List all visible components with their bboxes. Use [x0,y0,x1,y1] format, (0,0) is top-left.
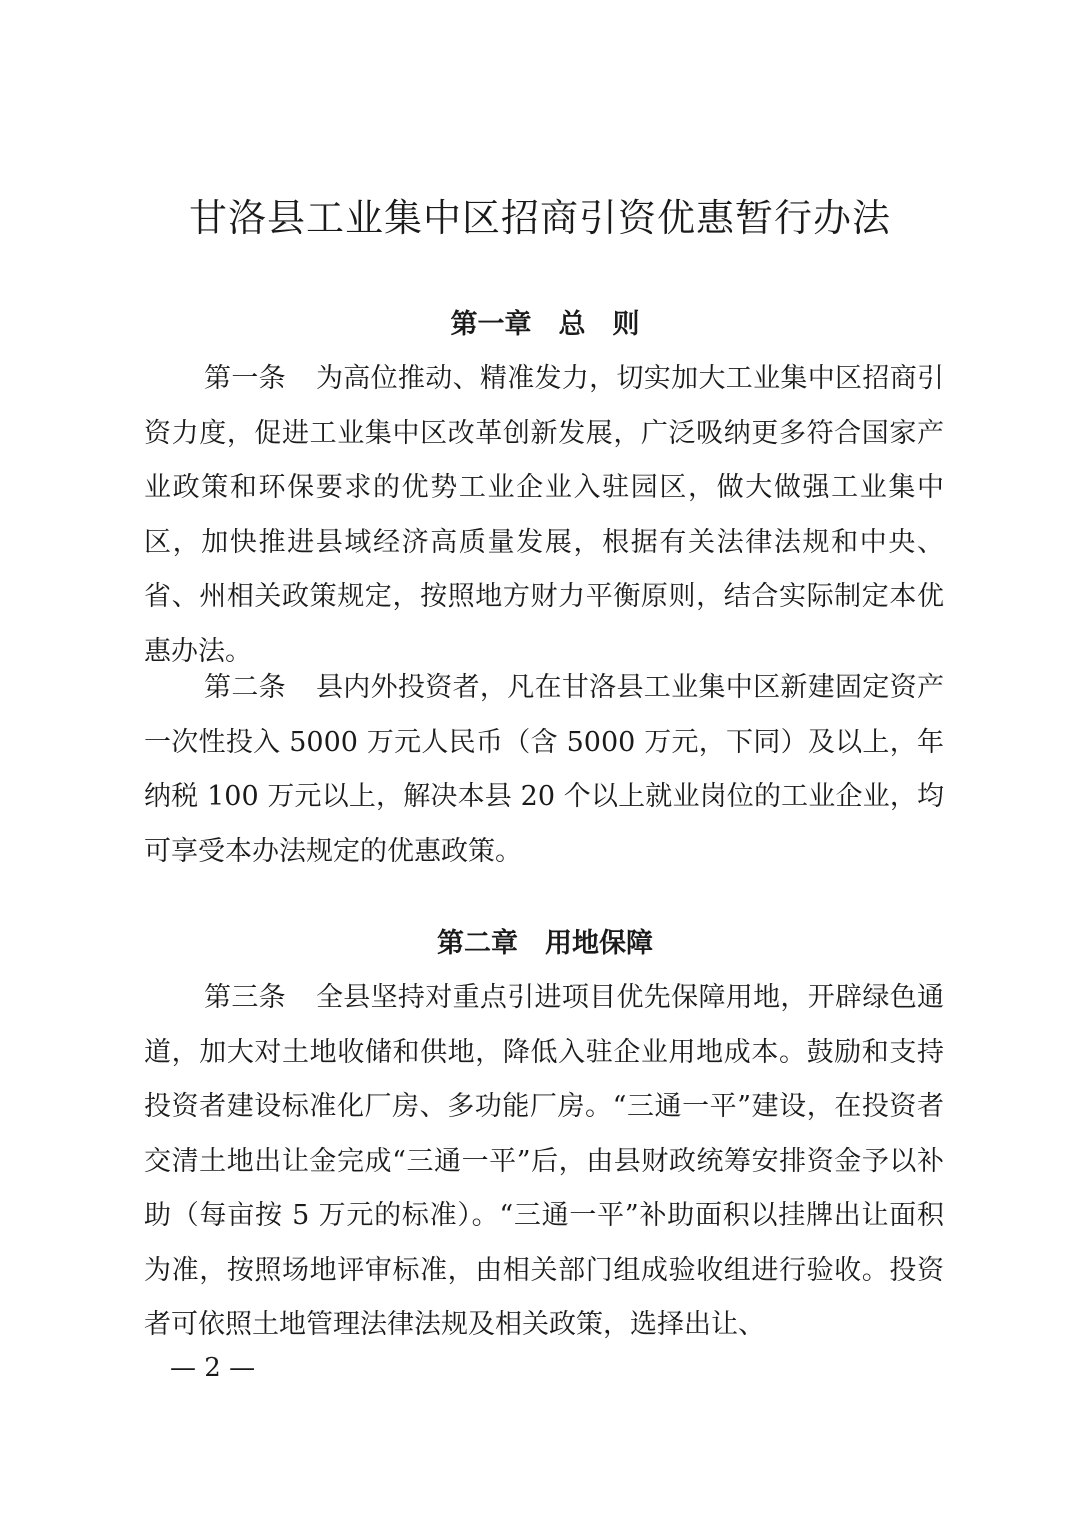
chapter-2-heading: 第二章 用地保障 [437,928,653,959]
article-2-text: 县内外投资者，凡在甘洛县工业集中区新建固定资产一次性投入 5000 万元人民币（含 5000 万元，下同）及以上，年纳税 100 万元以上，解决本县 20 个以上就业岗位的工业企业，均可享受本办法规定的优惠政策。 [144,672,945,867]
article-3-text: 全县坚持对重点引进项目优先保障用地，开辟绿色通道，加大对土地收储和供地，降低入驻企业用地成本。鼓励和支持投资者建设标准化厂房、多功能厂房。“三通一平”建设，在投资者交清土地出让金完成“三通一平”后，由县财政统筹安排资金予以补助（每亩按 5 万元的标准）。“三通一平”补助面积以挂牌出让面积为准，按照场地评审标准，由相关部门组成验收组进行验收。投资者可依照土地管理法律法规及相关政策，选择出让、 [144,982,945,1340]
page-number: — 2 — [170,1353,256,1383]
article-1-text: 为高位推动、精准发力，切实加大工业集中区招商引资力度，促进工业集中区改革创新发展，广泛吸纳更多符合国家产业政策和环保要求的优势工业企业入驻园区，做大做强工业集中区，加快推进县域经济高质量发展，根据有关法律法规和中央、省、州相关政策规定，按照地方财力平衡原则，结合实际制定本优惠办法。 [144,363,945,667]
article-2-number: 第二条 [204,672,286,703]
article-2 [144,661,944,879]
document-title: 甘洛县工业集中区招商引资优惠暂行办法 [188,196,891,240]
article-1-number: 第一条 [204,363,286,394]
article-3 [144,971,944,1353]
article-1 [144,352,944,679]
chapter-1-heading: 第一章 总 则 [450,309,640,340]
article-3-number: 第三条 [204,982,286,1013]
